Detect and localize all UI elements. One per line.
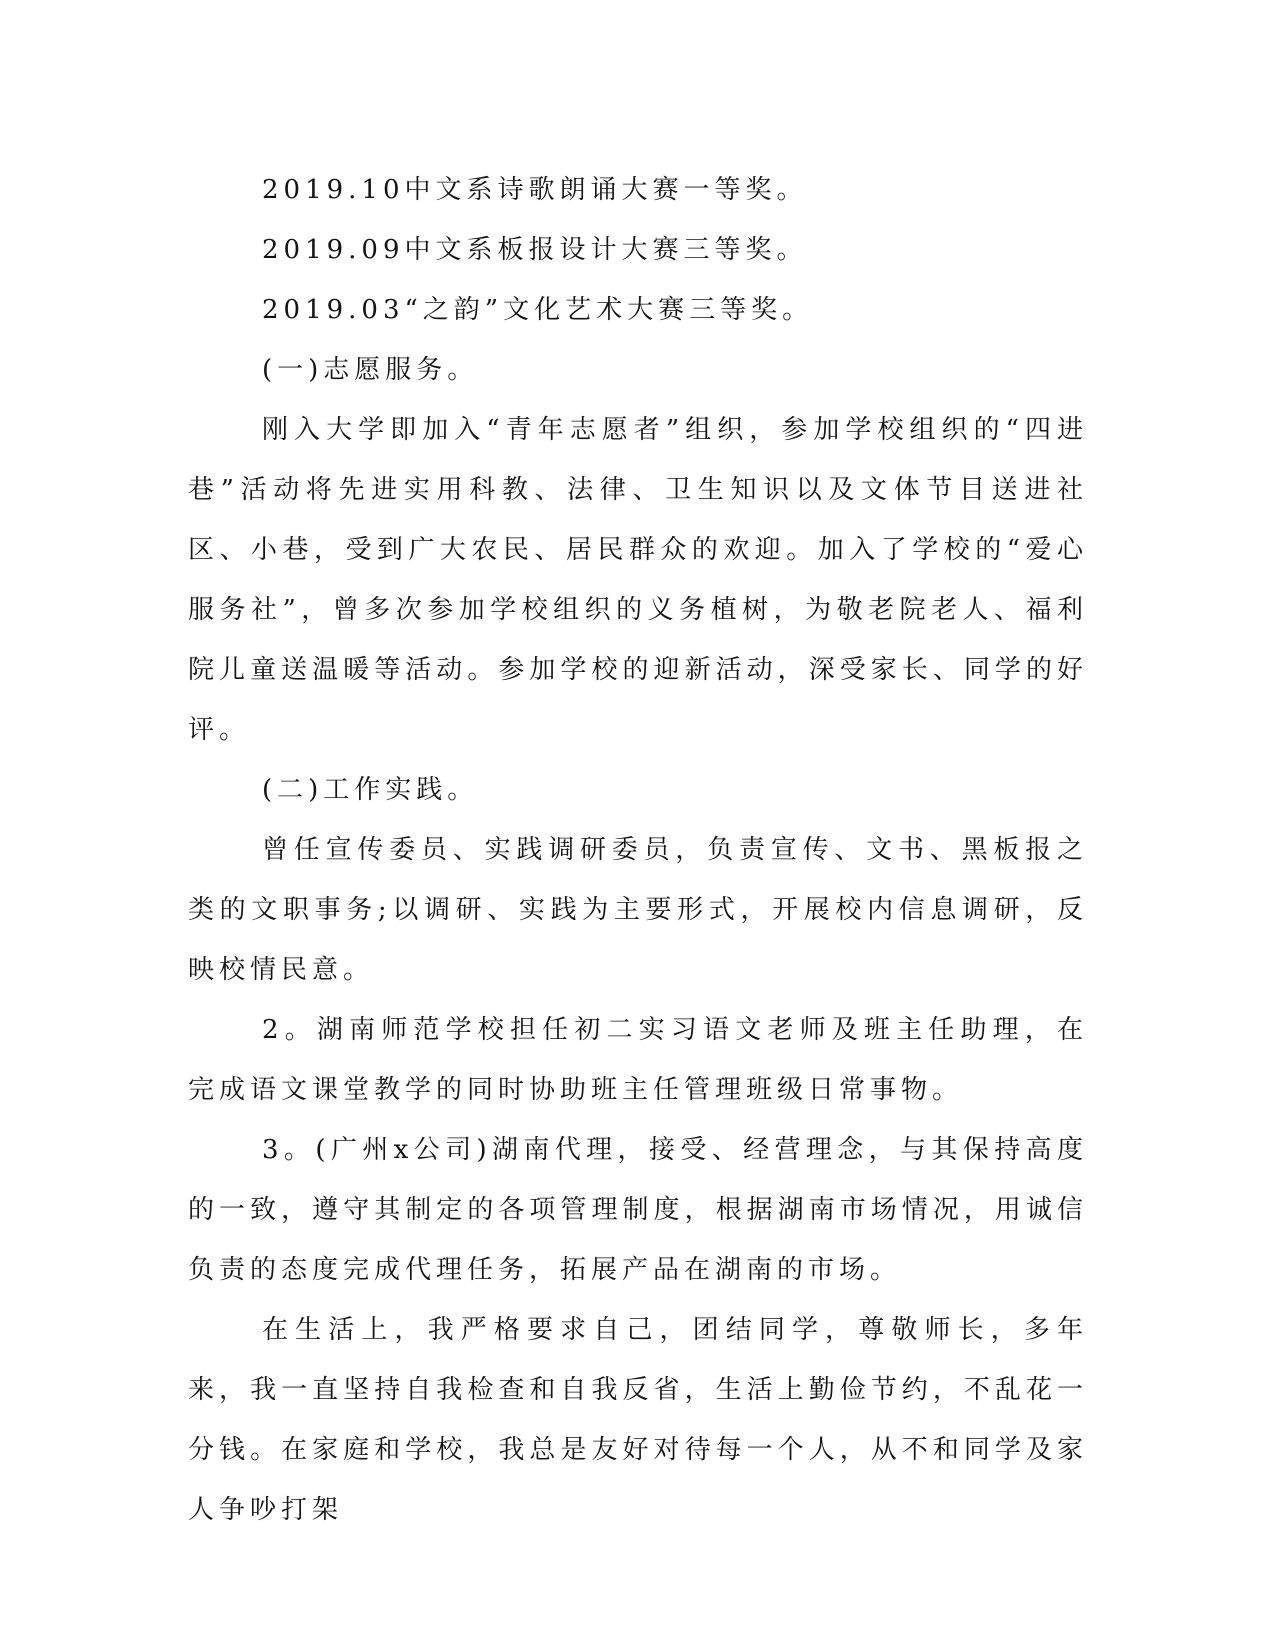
paragraph-agency-work: 3。(广州x公司)湖南代理，接受、经营理念，与其保持高度的一致，遵守其制定的各项管理制度，根据湖南市场情况，用诚信负责的态度完成代理任务，拓展产品在湖南的市场。: [188, 1135, 1088, 1285]
paragraph-teaching-internship: 2。湖南师范学校担任初二实习语文老师及班主任助理，在完成语文课堂教学的同时协助班主任管理班级日常事物。: [188, 1015, 1088, 1105]
paragraph-volunteer-service: 刚入大学即加入“青年志愿者”组织，参加学校组织的“四进巷”活动将先进实用科教、法律、卫生知识以及文体节目送进社区、小巷，受到广大农民、居民群众的欢迎。加入了学校的“爱心服务社”，曾多次参加学校组织的义务植树，为敬老院老人、福利院儿童送温暖等活动。参加学校的迎新活动，深受家长、同学的好评。: [188, 415, 1088, 745]
award-culture-art: 2019.03“之韵”文化艺术大赛三等奖。: [262, 295, 814, 325]
document-body: [188, 160, 1088, 1540]
award-poetry-recitation: 2019.10中文系诗歌朗诵大赛一等奖。: [262, 175, 808, 205]
heading-volunteer-service: (一)志愿服务。: [262, 355, 479, 385]
paragraph-committee-roles: 曾任宣传委员、实践调研委员，负责宣传、文书、黑板报之类的文职事务;以调研、实践为主要形式，开展校内信息调研，反映校情民意。: [188, 835, 1088, 985]
heading-work-practice: (二)工作实践。: [262, 775, 479, 805]
award-blackboard-design: 2019.09中文系板报设计大赛三等奖。: [262, 235, 808, 265]
paragraph-personal-life: 在生活上，我严格要求自己，团结同学，尊敬师长，多年来，我一直坚持自我检查和自我反省，生活上勤俭节约，不乱花一分钱。在家庭和学校，我总是友好对待每一个人，从不和同学及家人争吵打架: [188, 1315, 1088, 1525]
